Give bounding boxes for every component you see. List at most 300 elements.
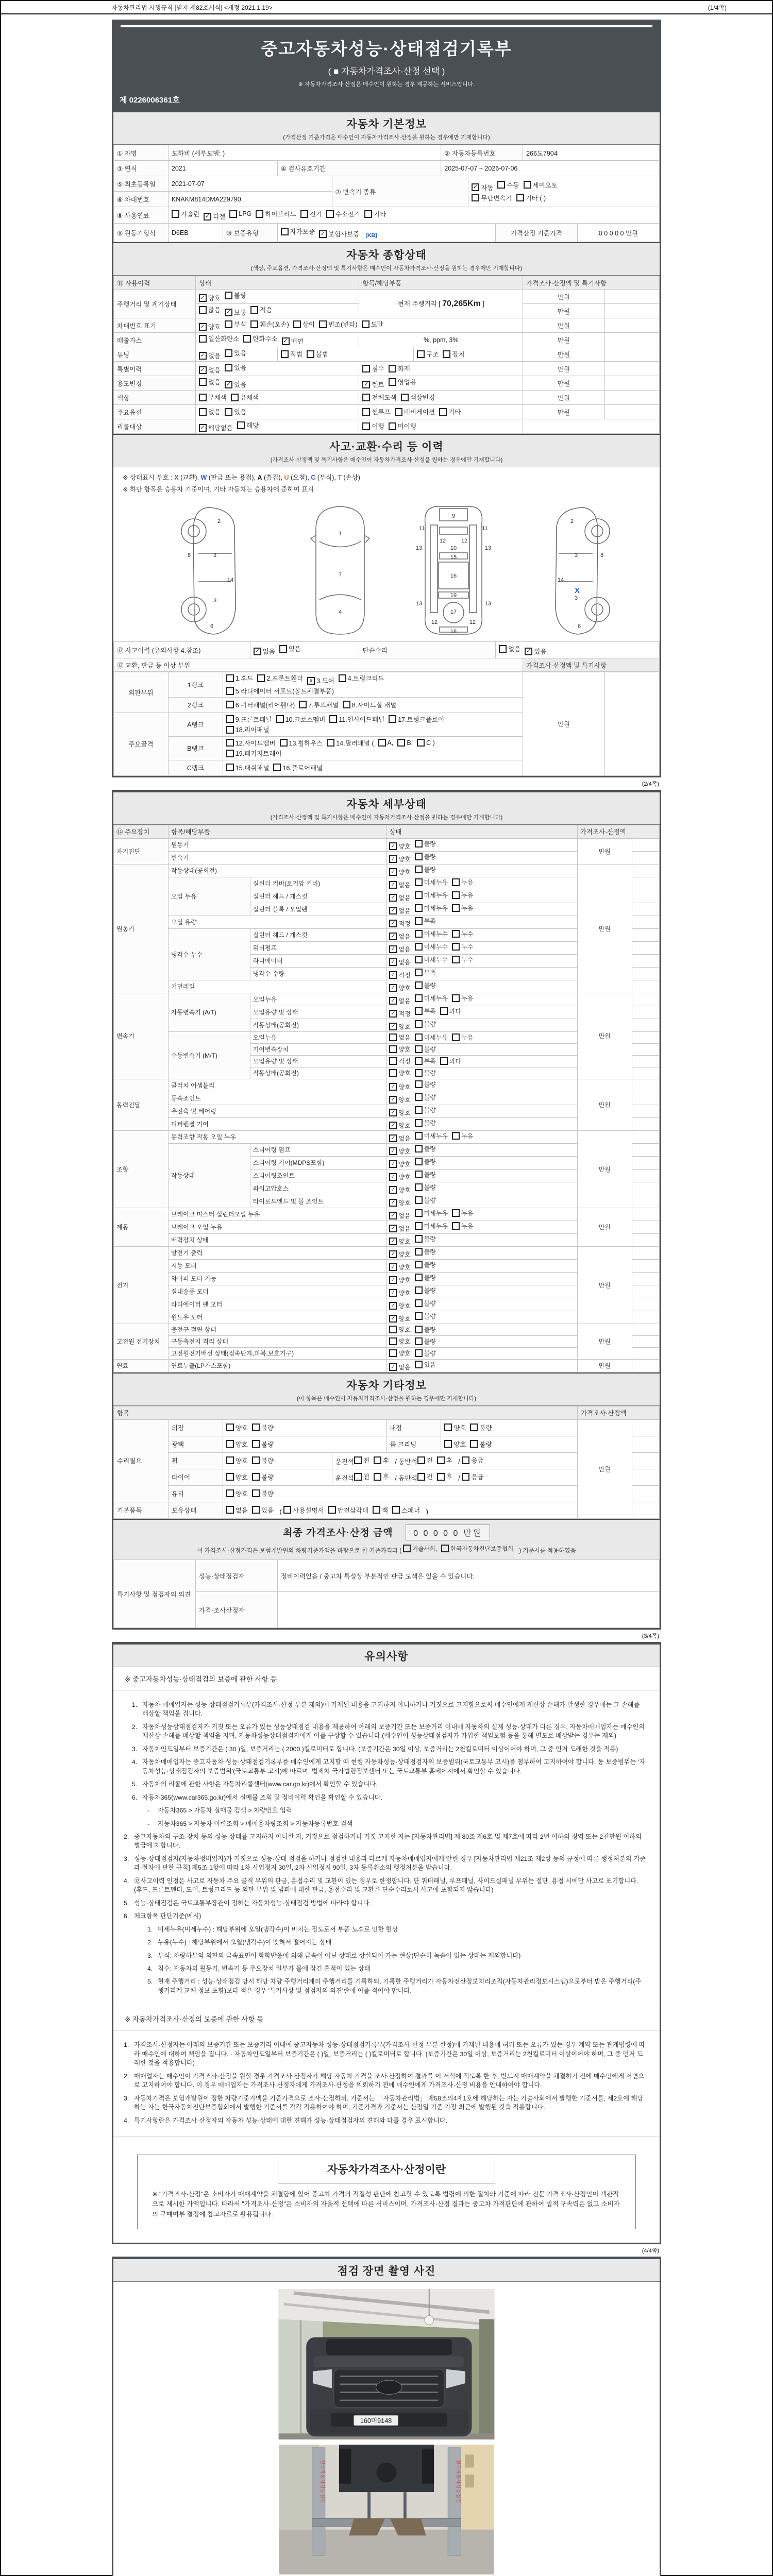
checkbox-box[interactable] (225, 292, 232, 299)
checkbox-unchecked[interactable] (452, 904, 473, 912)
checkbox-box[interactable] (415, 930, 423, 938)
checkbox-unchecked[interactable] (462, 1472, 483, 1481)
checkbox-unchecked[interactable] (403, 1545, 437, 1553)
checkbox-unchecked[interactable] (299, 700, 339, 709)
checkbox-unchecked[interactable] (392, 1505, 420, 1515)
checkbox-box[interactable] (226, 1456, 234, 1464)
checkbox-unchecked[interactable] (362, 319, 383, 329)
checkbox-box[interactable] (415, 1007, 423, 1015)
checkbox-unchecked[interactable] (415, 1337, 436, 1346)
checkbox-box[interactable] (403, 1545, 411, 1552)
checkbox-unchecked[interactable] (226, 673, 254, 683)
checkbox-unchecked[interactable] (199, 407, 221, 416)
checkbox-box[interactable] (437, 1473, 445, 1481)
checkbox-box[interactable]: ✓ (472, 183, 479, 191)
checkbox-unchecked[interactable] (415, 1020, 436, 1028)
checkbox-checked[interactable] (362, 380, 384, 389)
checkbox-box[interactable] (395, 408, 402, 416)
checkbox-box[interactable]: ✓ (389, 1160, 397, 1168)
checkbox-unchecked[interactable] (364, 209, 386, 218)
checkbox-box[interactable] (415, 1209, 423, 1217)
checkbox-unchecked[interactable] (439, 407, 461, 416)
checkbox-box[interactable]: ✓ (199, 366, 207, 374)
checkbox-unchecked[interactable] (273, 763, 323, 772)
checkbox-unchecked[interactable] (225, 348, 246, 358)
checkbox-box[interactable] (452, 1222, 460, 1230)
checkbox-box[interactable] (389, 1326, 397, 1333)
checkbox-box[interactable] (226, 1423, 234, 1431)
checkbox-checked[interactable] (282, 336, 304, 346)
checkbox-checked[interactable] (389, 880, 410, 889)
checkbox-box[interactable] (327, 739, 334, 747)
checkbox-unchecked[interactable] (226, 1423, 248, 1432)
checkbox-checked[interactable] (389, 1211, 410, 1220)
checkbox-unchecked[interactable] (415, 1360, 436, 1369)
checkbox-unchecked[interactable] (276, 715, 326, 724)
checkbox-unchecked[interactable] (415, 1196, 436, 1205)
checkbox-checked[interactable] (389, 1022, 410, 1031)
checkbox-unchecked[interactable] (327, 738, 374, 748)
checkbox-box[interactable] (252, 1489, 260, 1497)
checkbox-unchecked[interactable] (199, 334, 239, 343)
checkbox-box[interactable] (415, 956, 423, 963)
checkbox-unchecked[interactable] (328, 1505, 368, 1515)
checkbox-box[interactable] (415, 1222, 423, 1230)
checkbox-unchecked[interactable] (462, 1455, 483, 1465)
checkbox-unchecked[interactable] (252, 1456, 274, 1465)
checkbox-box[interactable] (415, 866, 423, 873)
checkbox-box[interactable] (415, 1057, 423, 1065)
checkbox-unchecked[interactable] (389, 1045, 410, 1054)
checkbox-unchecked[interactable] (279, 644, 301, 653)
checkbox-box[interactable] (226, 726, 234, 734)
checkbox-box[interactable] (354, 1473, 362, 1481)
checkbox-unchecked[interactable] (225, 407, 246, 416)
checkbox-unchecked[interactable] (415, 968, 436, 977)
checkbox-box[interactable] (250, 320, 258, 328)
checkbox-unchecked[interactable] (226, 725, 270, 734)
checkbox-checked[interactable] (254, 647, 275, 656)
checkbox-checked[interactable] (389, 958, 410, 967)
checkbox-box[interactable]: ✓ (389, 971, 397, 979)
checkbox-box[interactable] (452, 1209, 460, 1217)
checkbox-box[interactable] (362, 320, 369, 328)
checkbox-box[interactable]: ✓ (389, 1238, 397, 1245)
checkbox-checked[interactable] (204, 212, 225, 221)
checkbox-box[interactable] (374, 1456, 381, 1464)
checkbox-unchecked[interactable] (226, 1472, 248, 1482)
checkbox-unchecked[interactable] (225, 363, 246, 372)
checkbox-box[interactable] (415, 1106, 423, 1114)
checkbox-box[interactable] (462, 1456, 469, 1464)
checkbox-unchecked[interactable] (415, 1260, 436, 1269)
checkbox-box[interactable]: ✓ (389, 958, 397, 966)
checkbox-box[interactable] (172, 210, 179, 218)
checkbox-box[interactable] (389, 1069, 397, 1077)
checkbox-box[interactable] (415, 1145, 423, 1153)
checkbox-unchecked[interactable] (415, 1312, 436, 1320)
checkbox-box[interactable] (444, 1440, 452, 1448)
checkbox-box[interactable]: ✓ (199, 323, 207, 331)
checkbox-unchecked[interactable] (415, 1144, 436, 1153)
checkbox-unchecked[interactable] (389, 1337, 410, 1346)
checkbox-box[interactable] (415, 1274, 423, 1281)
checkbox-unchecked[interactable] (524, 180, 558, 190)
checkbox-unchecked[interactable] (319, 319, 358, 329)
checkbox-box[interactable] (225, 349, 232, 357)
checkbox-checked[interactable] (389, 1198, 410, 1207)
checkbox-unchecked[interactable] (415, 1234, 436, 1243)
checkbox-box[interactable] (472, 194, 479, 201)
checkbox-box[interactable] (389, 365, 396, 372)
checkbox-box[interactable]: ✓ (319, 230, 327, 238)
checkbox-unchecked[interactable] (243, 334, 277, 343)
checkbox-box[interactable] (389, 1337, 397, 1345)
checkbox-unchecked[interactable] (307, 349, 328, 359)
checkbox-checked[interactable] (525, 647, 546, 656)
checkbox-box[interactable] (362, 365, 370, 372)
checkbox-checked[interactable] (389, 1185, 410, 1194)
checkbox-checked[interactable] (389, 1250, 410, 1259)
checkbox-checked[interactable] (199, 365, 221, 375)
checkbox-unchecked[interactable] (437, 1455, 452, 1465)
checkbox-unchecked[interactable] (256, 209, 296, 218)
checkbox-box[interactable]: ✓ (389, 1122, 397, 1129)
checkbox-box[interactable] (229, 210, 237, 218)
checkbox-checked[interactable] (389, 1108, 410, 1117)
checkbox-box[interactable]: ✓ (389, 1010, 397, 1018)
checkbox-box[interactable] (362, 408, 370, 416)
checkbox-unchecked[interactable] (415, 1349, 436, 1358)
checkbox-unchecked[interactable] (497, 180, 519, 190)
checkbox-box[interactable] (443, 350, 450, 358)
checkbox-unchecked[interactable] (415, 981, 436, 990)
checkbox-unchecked[interactable] (415, 994, 448, 1003)
checkbox-box[interactable] (279, 645, 287, 653)
checkbox-unchecked[interactable] (415, 891, 448, 900)
checkbox-box[interactable] (226, 687, 234, 695)
checkbox-unchecked[interactable] (362, 421, 384, 431)
checkbox-checked[interactable] (389, 1121, 410, 1130)
checkbox-checked[interactable] (389, 1173, 410, 1181)
checkbox-box[interactable] (415, 1349, 423, 1357)
checkbox-unchecked[interactable] (415, 1222, 448, 1230)
checkbox-unchecked[interactable] (252, 1423, 274, 1432)
checkbox-box[interactable] (415, 1033, 423, 1041)
checkbox-box[interactable] (415, 1119, 423, 1127)
checkbox-unchecked[interactable] (415, 865, 436, 874)
checkbox-box[interactable] (225, 320, 232, 328)
checkbox-unchecked[interactable] (252, 1489, 274, 1498)
checkbox-box[interactable]: ✓ (389, 842, 397, 850)
checkbox-unchecked[interactable] (389, 1033, 410, 1042)
checkbox-box[interactable] (281, 228, 289, 235)
checkbox-box[interactable] (415, 1020, 423, 1028)
checkbox-unchecked[interactable] (440, 1007, 461, 1015)
checkbox-box[interactable]: ✓ (389, 1276, 397, 1284)
checkbox-unchecked[interactable] (415, 1033, 448, 1042)
checkbox-box[interactable] (415, 1132, 423, 1140)
checkbox-unchecked[interactable] (199, 393, 227, 402)
checkbox-box[interactable]: ✓ (389, 868, 397, 876)
checkbox-unchecked[interactable] (437, 1472, 452, 1481)
checkbox-box[interactable] (252, 1473, 260, 1481)
checkbox-box[interactable] (417, 1473, 425, 1481)
checkbox-box[interactable] (452, 956, 460, 963)
checkbox-box[interactable] (199, 394, 207, 401)
checkbox-unchecked[interactable] (281, 349, 303, 359)
checkbox-checked[interactable] (389, 1289, 410, 1297)
checkbox-unchecked[interactable] (226, 763, 270, 772)
checkbox-unchecked[interactable] (415, 1325, 436, 1334)
checkbox-checked[interactable] (199, 322, 221, 331)
checkbox-checked[interactable] (389, 855, 410, 863)
checkbox-box[interactable]: ✓ (389, 1199, 397, 1207)
checkbox-unchecked[interactable] (452, 878, 473, 887)
checkbox-box[interactable] (415, 981, 423, 989)
checkbox-checked[interactable] (389, 1276, 410, 1284)
checkbox-box[interactable] (225, 408, 232, 416)
checkbox-box[interactable] (452, 1132, 460, 1140)
checkbox-box[interactable] (415, 1183, 423, 1191)
checkbox-box[interactable]: ✓ (204, 213, 211, 221)
checkbox-unchecked[interactable] (343, 700, 396, 709)
checkbox-unchecked[interactable] (415, 1131, 448, 1140)
checkbox-box[interactable] (415, 1080, 423, 1088)
checkbox-checked[interactable] (199, 423, 233, 432)
checkbox-unchecked[interactable] (415, 1209, 448, 1217)
checkbox-box[interactable] (417, 350, 425, 358)
checkbox-box[interactable] (470, 1440, 478, 1448)
checkbox-box[interactable] (231, 394, 239, 401)
checkbox-box[interactable]: ✓ (225, 381, 232, 388)
checkbox-box[interactable]: ✓ (389, 1212, 397, 1219)
checkbox-box[interactable] (516, 194, 524, 201)
checkbox-unchecked[interactable] (226, 738, 276, 748)
checkbox-checked[interactable] (472, 183, 493, 192)
checkbox-unchecked[interactable] (415, 1183, 436, 1192)
checkbox-unchecked[interactable] (250, 319, 289, 329)
checkbox-box[interactable]: ✓ (362, 381, 370, 388)
checkbox-box[interactable] (199, 335, 207, 343)
checkbox-box[interactable]: ✓ (389, 1023, 397, 1030)
checkbox-checked[interactable] (389, 1009, 410, 1018)
checkbox-unchecked[interactable] (389, 1069, 410, 1077)
checkbox-box[interactable] (524, 181, 531, 189)
checkbox-box[interactable]: ✓ (389, 1225, 397, 1232)
checkbox-box[interactable] (226, 674, 234, 682)
checkbox-box[interactable]: ✓ (389, 984, 397, 992)
checkbox-unchecked[interactable] (415, 839, 436, 848)
checkbox-unchecked[interactable] (354, 1455, 369, 1465)
checkbox-checked[interactable] (225, 380, 246, 389)
checkbox-unchecked[interactable] (339, 673, 384, 683)
checkbox-box[interactable] (293, 320, 301, 328)
checkbox-unchecked[interactable] (415, 1170, 436, 1179)
checkbox-box[interactable] (452, 891, 460, 899)
checkbox-unchecked[interactable] (441, 1545, 513, 1553)
checkbox-unchecked[interactable] (415, 1045, 436, 1054)
checkbox-box[interactable] (252, 1423, 260, 1431)
checkbox-unchecked[interactable] (415, 878, 448, 887)
checkbox-unchecked[interactable] (281, 227, 315, 236)
checkbox-box[interactable] (252, 1506, 260, 1514)
checkbox-box[interactable]: ✓ (199, 294, 207, 302)
checkbox-unchecked[interactable] (231, 393, 259, 402)
checkbox-box[interactable] (415, 840, 423, 848)
checkbox-box[interactable]: ✓ (389, 1363, 397, 1371)
checkbox-box[interactable]: ✓ (389, 1096, 397, 1104)
checkbox-unchecked[interactable] (252, 1472, 274, 1482)
checkbox-unchecked[interactable] (283, 1505, 324, 1515)
checkbox-unchecked[interactable] (362, 393, 396, 402)
checkbox-box[interactable] (354, 1456, 362, 1464)
checkbox-checked[interactable] (319, 229, 359, 239)
checkbox-box[interactable] (415, 1235, 423, 1243)
checkbox-unchecked[interactable] (226, 715, 272, 724)
checkbox-box[interactable] (300, 210, 308, 218)
checkbox-box[interactable] (283, 1506, 291, 1514)
checkbox-box[interactable] (415, 1045, 423, 1053)
checkbox-unchecked[interactable] (452, 1222, 473, 1230)
checkbox-box[interactable] (256, 210, 263, 218)
checkbox-box[interactable] (415, 943, 423, 951)
checkbox-box[interactable] (226, 764, 234, 771)
checkbox-unchecked[interactable] (415, 1007, 436, 1015)
checkbox-checked[interactable] (199, 293, 221, 302)
checkbox-checked[interactable] (307, 676, 334, 685)
checkbox-box[interactable] (226, 739, 234, 747)
checkbox-box[interactable] (199, 408, 207, 416)
checkbox-unchecked[interactable] (237, 420, 259, 430)
checkbox-box[interactable] (273, 764, 281, 771)
checkbox-box[interactable] (362, 394, 370, 401)
checkbox-unchecked[interactable] (354, 1472, 369, 1481)
checkbox-box[interactable]: ✓ (389, 1083, 397, 1091)
checkbox-box[interactable] (444, 1423, 452, 1431)
checkbox-checked[interactable] (389, 842, 410, 851)
checkbox-box[interactable] (415, 1248, 423, 1256)
checkbox-unchecked[interactable] (373, 1505, 388, 1515)
checkbox-unchecked[interactable] (257, 673, 303, 683)
checkbox-unchecked[interactable] (452, 1033, 473, 1042)
checkbox-box[interactable] (415, 1299, 423, 1307)
checkbox-box[interactable] (415, 1361, 423, 1368)
checkbox-unchecked[interactable] (378, 739, 394, 747)
checkbox-checked[interactable] (389, 893, 410, 902)
checkbox-checked[interactable] (389, 868, 410, 876)
checkbox-unchecked[interactable] (452, 891, 473, 900)
checkbox-unchecked[interactable] (389, 1057, 410, 1065)
checkbox-checked[interactable] (389, 1160, 410, 1168)
checkbox-unchecked[interactable] (415, 1247, 436, 1256)
checkbox-checked[interactable] (389, 932, 410, 941)
checkbox-box[interactable] (226, 750, 234, 757)
checkbox-unchecked[interactable] (452, 1209, 473, 1217)
checkbox-unchecked[interactable] (415, 1118, 436, 1127)
checkbox-box[interactable] (417, 1456, 425, 1464)
checkbox-box[interactable] (280, 739, 288, 747)
checkbox-box[interactable] (415, 917, 423, 925)
checkbox-unchecked[interactable] (444, 1423, 466, 1432)
checkbox-unchecked[interactable] (252, 1505, 274, 1515)
checkbox-box[interactable] (452, 943, 460, 951)
checkbox-unchecked[interactable] (226, 1505, 248, 1515)
checkbox-checked[interactable] (389, 906, 410, 915)
checkbox-unchecked[interactable] (452, 955, 473, 964)
checkbox-checked[interactable] (389, 1147, 410, 1156)
checkbox-box[interactable] (389, 715, 396, 723)
checkbox-box[interactable] (415, 994, 423, 1002)
checkbox-box[interactable]: ✓ (389, 945, 397, 953)
checkbox-unchecked[interactable] (440, 1057, 461, 1065)
checkbox-box[interactable] (199, 378, 207, 386)
checkbox-box[interactable]: ✓ (389, 1147, 397, 1155)
checkbox-unchecked[interactable] (280, 738, 323, 748)
checkbox-box[interactable]: ✓ (389, 1109, 397, 1116)
checkbox-box[interactable] (415, 1069, 423, 1077)
checkbox-unchecked[interactable] (516, 193, 546, 202)
checkbox-box[interactable] (415, 904, 423, 912)
checkbox-unchecked[interactable] (415, 904, 448, 912)
checkbox-box[interactable]: ✓ (282, 337, 290, 345)
checkbox-checked[interactable] (389, 1314, 410, 1323)
checkbox-box[interactable] (392, 1506, 400, 1514)
checkbox-box[interactable] (415, 1326, 423, 1333)
checkbox-box[interactable] (281, 350, 289, 358)
checkbox-unchecked[interactable] (415, 942, 448, 951)
checkbox-unchecked[interactable] (415, 1069, 436, 1077)
checkbox-checked[interactable] (389, 1301, 410, 1310)
checkbox-unchecked[interactable] (452, 994, 473, 1003)
checkbox-box[interactable] (397, 739, 405, 747)
checkbox-unchecked[interactable] (226, 749, 282, 758)
checkbox-box[interactable] (415, 1312, 423, 1320)
checkbox-checked[interactable] (389, 1363, 410, 1371)
checkbox-box[interactable] (225, 364, 232, 371)
checkbox-box[interactable] (226, 1489, 234, 1497)
checkbox-unchecked[interactable] (472, 193, 512, 202)
checkbox-unchecked[interactable] (499, 644, 520, 653)
checkbox-unchecked[interactable] (226, 1439, 248, 1449)
checkbox-checked[interactable] (389, 1134, 410, 1143)
checkbox-box[interactable]: ✓ (389, 855, 397, 863)
checkbox-unchecked[interactable] (199, 377, 221, 386)
checkbox-checked[interactable] (389, 996, 410, 1005)
checkbox-unchecked[interactable] (172, 209, 199, 218)
checkbox-unchecked[interactable] (415, 1273, 436, 1282)
checkbox-unchecked[interactable] (415, 955, 448, 964)
checkbox-unchecked[interactable] (452, 1131, 473, 1140)
checkbox-box[interactable] (373, 1506, 380, 1514)
checkbox-box[interactable] (389, 1057, 397, 1065)
checkbox-unchecked[interactable] (397, 739, 413, 747)
checkbox-unchecked[interactable] (226, 1489, 248, 1498)
checkbox-box[interactable] (319, 320, 327, 328)
checkbox-unchecked[interactable] (417, 1472, 433, 1481)
checkbox-box[interactable] (452, 878, 460, 886)
checkbox-unchecked[interactable] (293, 319, 315, 329)
checkbox-unchecked[interactable] (415, 852, 436, 861)
checkbox-box[interactable]: ✓ (389, 894, 397, 902)
checkbox-unchecked[interactable] (452, 942, 473, 951)
checkbox-unchecked[interactable] (362, 407, 390, 416)
checkbox-box[interactable] (299, 701, 307, 708)
checkbox-box[interactable]: x (307, 677, 315, 685)
checkbox-box[interactable] (389, 1033, 397, 1041)
checkbox-box[interactable] (226, 1473, 234, 1481)
checkbox-unchecked[interactable] (415, 1286, 436, 1295)
